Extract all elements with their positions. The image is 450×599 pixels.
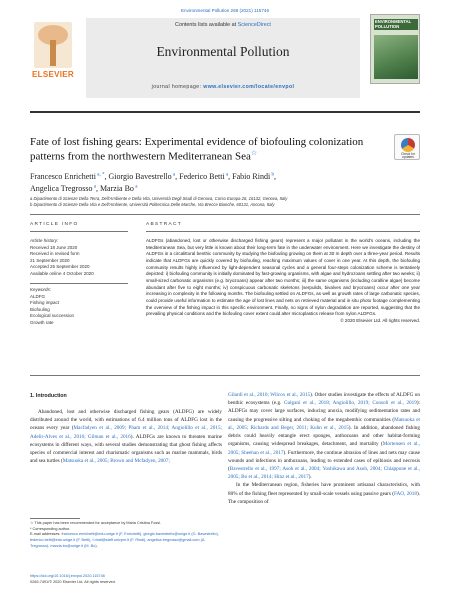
citation-link[interactable]: FAO, 2018 (393, 490, 417, 497)
author-name[interactable]: Federico Betti (179, 172, 225, 181)
check-updates-icon (401, 138, 415, 152)
elsevier-tree-icon (34, 22, 72, 68)
intro-right-column: Gilardi et al., 2010; Wilcox et al., 2015). Other studies investigate the effects of ALDFG on benthic ecosystems (e.g. Galgani et al., 2018; Angiolillo, 2019; Consoli et al., 2019): ALDFGs may cover large surfaces, inducing anoxia, modifying sedimentation rates and causing the progressive silting and choking of the megabenthic communities (Matsuoka et al., 2005; Richards and Beger, 2011; Kuhn et al., 2015). In addition, abandoned fishing debris could heavily entangle erect sponges, anthozoans and other habitat-forming organisms, causing widespread breakages, detachment, and mortality (Mortensen et al., 2005; Sheehan et al., 2017). Furthermore, the continue abrasion of lines and nets may cause wounds and infections in anthozoans, leading to extended cases of epibiosis and necrosis (Bavestrello et al., 1997; Asoh et al., 2004; Yoshikawa and Asoh, 2004; Chiappone et al., 2005; Bo et al., 2014; Hinz et al., 2017). In the Mediterranean region, fisheries have prominent artisanal characteristics, with 80% of the fishing fleet represented by small-scale vessels using passive gears (FAO, 2018). The composition of (228, 392, 420, 505)
homepage-prefix: journal homepage: (151, 84, 204, 90)
journal-homepage (86, 84, 360, 90)
journal-masthead (30, 14, 420, 108)
sciencedirect-link[interactable]: ScienceDirect (237, 22, 271, 28)
issn-copyright: 0269-7491/© 2020 Elsevier Ltd. All rights reserved. (30, 579, 116, 584)
author-name[interactable]: Marzia Bo (99, 183, 134, 193)
cover-title: ENVIRONMENTAL POLLUTION (374, 19, 418, 30)
citation-link[interactable]: Galgani et al., 2018; Angiolillo, 2019; Consoli et al., 2019 (284, 400, 417, 407)
abstract-end-divider (30, 375, 420, 376)
affiliation-b: b Dipartimento di Scienze Della Vita e Dell'Ambiente, Università Politecnica Delle Marche, Via Brecce Bianche, 60131, Ancona, Italy (30, 202, 275, 207)
check-updates-label: Check for updates (400, 152, 416, 160)
email-addresses[interactable]: francesco.enrichetti@edu.unige.it (F. Enrichetti), giorgio.bavestrello@unige.it (G. Bavestrello), federico.betti@edu.unige.it (F. Betti), f.rindi@staff.univpm.it (F. Rindi), angelica.tregrosso@gmail.com (A. Tregrosso), marzia.bo@unige.it (M. Bo). (30, 532, 219, 548)
author-affiliation-mark[interactable]: a (92, 183, 96, 189)
keyword: Biofouling (30, 306, 50, 312)
author-name[interactable]: Giorgio Bavestrello (108, 172, 172, 181)
footnote-divider (30, 518, 80, 519)
citation-link[interactable]: Macfadyen et al., 2009; Pham et al., 2014; Angiolillo et al., 2015; Adelir-Alves et al., 2016; Gilman et al., 2016 (30, 425, 222, 440)
abstract-divider (146, 231, 420, 232)
footnote-corresponding: * Corresponding author. (30, 526, 71, 531)
journal-header-band (86, 18, 360, 98)
citation-link[interactable]: Matsuoka et al., 2005; Brown and Mcfadyen, 2007; (62, 458, 170, 465)
footnote-recommendation: ☆ This paper has been recommended for acceptance by Maria Cristina Fossi. (30, 521, 162, 525)
introduction-heading: 1. Introduction (30, 393, 67, 399)
abstract-copyright: © 2020 Elsevier Ltd. All rights reserved. (340, 318, 420, 324)
article-identifiers (30, 574, 222, 585)
abstract-body (146, 238, 420, 325)
info-divider (30, 231, 128, 232)
article-history (30, 238, 128, 277)
history-label: Article history: (30, 238, 59, 243)
check-for-updates-button[interactable] (394, 134, 420, 160)
history-date: Received in revised form (30, 251, 80, 257)
doi-link[interactable]: https://doi.org/10.1016/j.envpol.2020.115746 (30, 574, 105, 578)
citation-link[interactable]: Matsuoka et al., 2005; Richards and Beger, 2011; Kuhn et al., 2015 (228, 416, 420, 431)
contents-line (86, 22, 360, 28)
author-name[interactable]: Fabio Rindi (232, 172, 271, 181)
author-affiliation-mark[interactable]: a, * (95, 172, 105, 178)
article-info-heading: ARTICLE INFO (30, 222, 79, 227)
cover-image (374, 35, 418, 79)
affiliation-divider (30, 214, 420, 215)
keyword: ALDFG (30, 293, 46, 299)
author-affiliation-mark[interactable]: a (133, 183, 138, 189)
journal-reference[interactable]: Environmental Pollution 268 (2021) 115746 (180, 8, 270, 13)
history-divider (30, 283, 128, 284)
contents-prefix: Contents lists available at (175, 22, 238, 28)
author-affiliation-mark[interactable]: a (171, 172, 176, 178)
citation-link[interactable]: Gilardi et al., 2010; Wilcox et al., 2015 (228, 392, 311, 398)
footnotes (30, 521, 222, 549)
history-date: Received 18 June 2020 (30, 244, 78, 250)
keyword: Fishing impact (30, 300, 60, 306)
email-label: E-mail addresses: (30, 532, 62, 537)
author-affiliation-mark[interactable]: a (224, 172, 229, 178)
keyword: Ecological succession (30, 313, 75, 319)
header-divider (30, 111, 420, 113)
homepage-link[interactable]: www.elsevier.com/locate/envpol (203, 84, 295, 90)
keyword: Growth rate (30, 319, 54, 325)
article-title-text: Fate of lost fishing gears: Experimental evidence of biofouling colonization patterns from the northwestern Mediterranean Sea (30, 136, 364, 163)
keywords-block (30, 287, 128, 326)
journal-cover-thumbnail[interactable] (370, 14, 420, 84)
affiliation-a: a Dipartimento di Scienze Della Terra, Dell'Ambiente e Della Vita, Università Degli Studi di Genova, Corso Europa 26, 16132, Genova, Italy (30, 196, 288, 201)
abstract-heading: ABSTRACT (146, 222, 182, 227)
keywords-label: Keywords: (30, 287, 52, 292)
elsevier-wordmark: ELSEVIER (32, 70, 74, 79)
author-affiliation-mark[interactable]: b (270, 172, 274, 178)
citation-link[interactable]: Mortensen et al., 2005; Sheehan et al., 2017 (228, 441, 420, 456)
citation-link[interactable]: Bavestrello et al., 1997; Asoh et al., 2004; Yoshikawa and Asoh, 2004; Chiappone et al., 2005; Bo et al., 2014; Hinz et al., 2017 (228, 465, 420, 481)
author-name[interactable]: Angelica Tregrosso (30, 183, 93, 193)
title-footnote-mark[interactable]: ☆ (250, 149, 258, 158)
intro-left-column: Abandoned, lost and otherwise discharged fishing gears (ALDFG) are widely distributed around the world, with estimations of 6.4 million tons of ALDFG lost in the oceans every year (Macfadyen et al., 2009; Pham et al., 2014; Angiolillo et al., 2015; Adelir-Alves et al., 2016; Gilman et al., 2016). ALDFGs are known to threaten marine ecosystems in different ways, with several studies demonstrating that ghost fishing affects species of commercial interest and charismatic organisms such as marine mammals, birds and sea turtles (Matsuoka et al., 2005; Brown and Mcfadyen, 2007; (30, 409, 222, 465)
author-list: Francesco Enrichetti $^{a, *}$, Giorgio Bavestrello $^a$, Federico Betti $^a$, Fabio Rindi $^b$, Angelica Tregrosso $^a$, Marzia Bo $^a$ (30, 172, 276, 193)
history-date: 21 September 2020 (30, 257, 70, 263)
history-date: Available online 4 October 2020 (30, 270, 94, 276)
footnote-emails (30, 532, 222, 549)
elsevier-logo (30, 20, 76, 82)
abstract-text: ALDFGs (abandoned, lost or otherwise discharged fishing gears) represent a major pollutant in the world's oceans, including the Mediterranean Sea, but very little is known about their long-term fate in the underwater environment. Here we investigate the destiny of ALDFGs in a circalittoral benthic community by studying the biofouling growing on them at 30 m depth over a three-year period. Results indicate that ALDFGs are quickly covered by biofouling, reaching maximum values of cover in one year. At this depth, the biofouling community results highly influenced by light-dependent seasonal cycles and a general four-steps colonization scheme is tentatively depicted: i) biofouling community is initially dominated by fast-growing organisms, with algae and hydrozoans settling after two weeks; ii) small-sized carbonatic organisms (e.g. bryozoans) appear after two months; iii) the same organisms (including coralline algae) become abundant after five to eight months; iv) conspicuous carbonatic skeletons (serpulids, bivalves and bryozoans) occur after one year increasing in complexity in the following months. The biofouling settled on ALDFGs, as well as growth rates of large carbonatic species, could provide useful information to estimate the age of lost lines and nets on retrieved material and in situ photo footage complementing the overview of the fishing impact in this specific environment. Finally, no signs of nylon degradation are reported, suggesting that the prevailing physical conditions and the biofouling cover extent could alter microplastics release from nylon ALDFGs. (146, 238, 420, 317)
history-date: Accepted 25 September 2020 (30, 264, 90, 270)
author-name[interactable]: Francesco Enrichetti (30, 172, 96, 181)
article-title (30, 135, 370, 164)
journal-title: Environmental Pollution (156, 44, 290, 59)
